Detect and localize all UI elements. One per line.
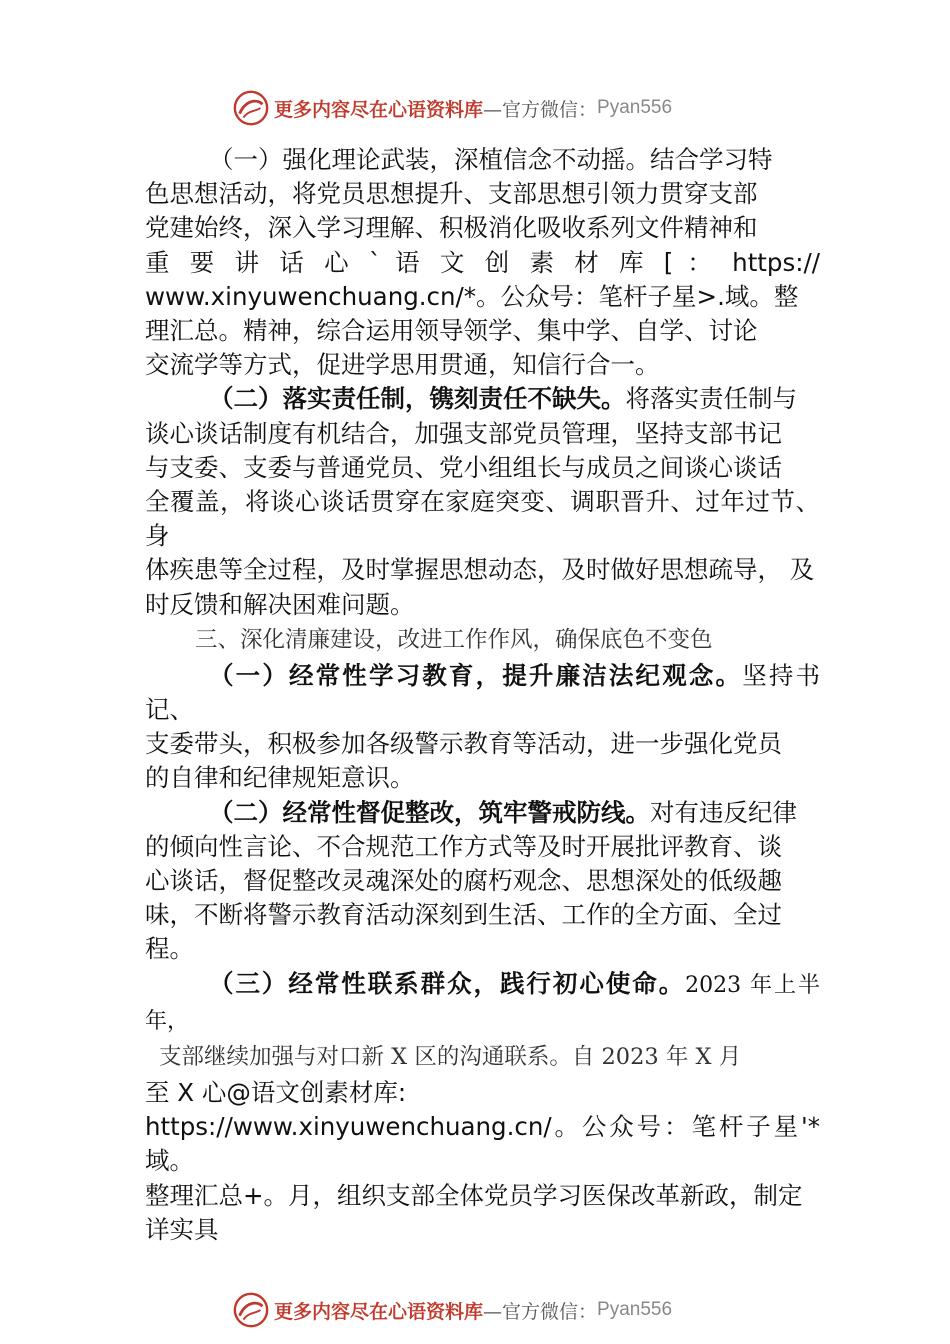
document-body: （一）强化理论武装，深植信念不动摇。结合学习特 色思想活动，将党员思想提升、支部思想引领力贯穿支部 党建始终，深入学习理解、积极消化吸收系列文件精神和 重 要 讲 话 心 ` 语 文 创 素 材 库 [ ： https:// www.xinyuwenchuang.cn/*。公众号：笔杆子星>.域。整 理汇总。精神，综合运用领导领学、集中学、自学、讨论 交流学等方式，促进学思用贯通，知信行合一。 （二）落实责任制，镌刻责任不缺失。将落实责任制与 谈心谈话制度有机结合，加强支部党员管理，坚持支部书记 与支委、支委与普通党员、党小组组长与成员之间谈心谈话 全覆盖，将谈心谈话贯穿在家庭突变、调职晋升、过年过节、身 体疾患等全过程，及时掌握思想动态，及时做好思想疏导， 及 时反馈和解决困难问题。 三、深化清廉建设，改进工作作风，确保底色不变色 （一）经常性学习教育，提升廉洁法纪观念。坚持书记、 支委带头，积极参加各级警示教育等活动，进一步强化党员 的自律和纪律规矩意识。 （二）经常性督促整改，筑牢警戒防线。对有违反纪律 的倾向性言论、不合规范工作方式等及时开展批评教育、谈 心谈话，督促整改灵魂深处的腐朽观念、思想深处的低级趣 味，不断将警示教育活动深刻到生活、工作的全方面、全过 程。 （三）经常性联系群众，践行初心使命。2023 年上半年， 支部继续加强与对口新 X 区的沟通联系。自 2023 年 X 月 至 X 心@语文创素材库: https://www.xinyuwenchuang.cn/。公众号：笔杆子星'*域。 整理汇总+。月，组织支部全体党员学习医保改革新政，制定 详实具 bbox=[145, 145, 821, 1244]
paragraph-2-heading: （二）落实责任制，镌刻责任不缺失。 bbox=[209, 384, 626, 414]
paragraph-3: （一）经常性学习教育，提升廉洁法纪观念。坚持书记、 bbox=[145, 660, 821, 725]
watermark-wechat-id: Pyan556 bbox=[597, 97, 673, 118]
watermark-lead: 更多内容尽在心语资料库 bbox=[274, 98, 484, 121]
paragraph-1-lead: （一）强化理论武装，深植信念不动摇。 bbox=[209, 145, 650, 174]
watermark-rest: —官方微信： bbox=[483, 98, 598, 121]
paragraph-5-heading: （三）经常性联系群众，践行初心使命。 bbox=[209, 968, 686, 998]
watermark-header bbox=[232, 88, 672, 128]
watermark-footer bbox=[232, 1290, 672, 1330]
paragraph-3-heading: （一）经常性学习教育，提升廉洁法纪观念。 bbox=[209, 660, 743, 690]
paragraph-5: （三）经常性联系群众，践行初心使命。2023 年上半年， bbox=[145, 968, 820, 1034]
brand-logo-icon bbox=[232, 1291, 270, 1329]
watermark-wechat-id: Pyan556 bbox=[597, 1299, 673, 1320]
paragraph-4: （二）经常性督促整改，筑牢警戒防线。对有违反纪律 bbox=[209, 797, 797, 827]
paragraph-2: （二）落实责任制，镌刻责任不缺失。将落实责任制与 bbox=[209, 384, 797, 414]
section-3-heading: 三、深化清廉建设，改进工作作风，确保底色不变色 bbox=[195, 626, 713, 653]
paragraph-1: （一）强化理论武装，深植信念不动摇。结合学习特 bbox=[209, 145, 773, 174]
brand-logo-icon bbox=[232, 89, 270, 127]
watermark-rest: —官方微信： bbox=[483, 1300, 598, 1323]
paragraph-4-heading: （二）经常性督促整改，筑牢警戒防线。 bbox=[209, 797, 650, 827]
watermark-lead: 更多内容尽在心语资料库 bbox=[274, 1300, 484, 1323]
